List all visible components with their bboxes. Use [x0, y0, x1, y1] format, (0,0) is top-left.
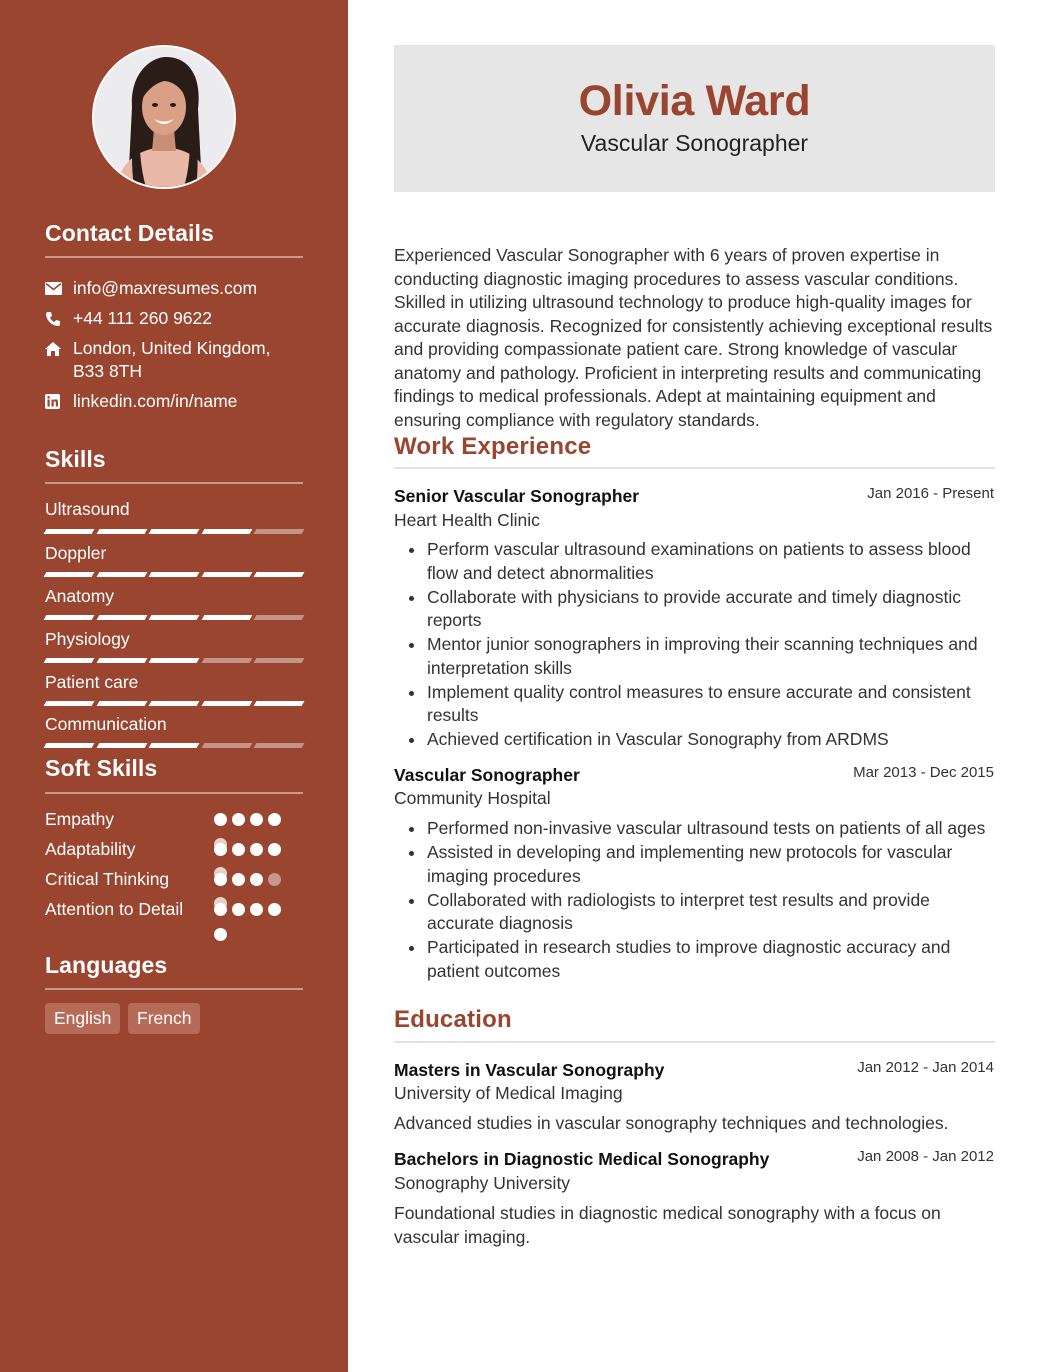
skill-level-segment	[254, 615, 304, 620]
job-title: Senior Vascular Sonographer	[394, 486, 640, 506]
list-item: Perform vascular ultrasound examinations on patients to assess blood flow and detect abnormalities	[407, 538, 1000, 585]
address-line-2: B33 8TH	[73, 361, 143, 381]
soft-skill-dot	[232, 843, 245, 856]
skill-level-segment	[254, 701, 304, 706]
soft-skill-label-empathy: Empathy	[45, 809, 115, 829]
job-dates: Mar 2013 - Dec 2015	[853, 764, 994, 781]
email-text: info@maxresumes.com	[73, 278, 258, 298]
skill-bar-doppler	[45, 572, 303, 577]
skill-level-segment	[201, 743, 251, 748]
languages-heading: Languages	[45, 952, 168, 978]
degree-title: Masters in Vascular Sonography	[394, 1060, 665, 1080]
profile-photo	[92, 45, 236, 189]
degree-description: Foundational studies in diagnostic medical sonography with a focus on vascular imaging.	[394, 1203, 941, 1247]
skill-level-segment	[149, 658, 199, 663]
sidebar	[0, 0, 348, 1372]
list-item: Collaborate with physicians to provide accurate and timely diagnostic reports	[407, 586, 1000, 633]
linkedin-icon	[45, 390, 73, 413]
skill-label-communication: Communication	[45, 714, 167, 734]
soft-skill-dot	[250, 813, 263, 826]
soft-skill-dot	[268, 873, 281, 886]
language-english: English	[45, 1003, 120, 1034]
list-item: Achieved certification in Vascular Sonography from ARDMS	[407, 728, 1000, 752]
soft-skill-label-critical-thinking: Critical Thinking	[45, 869, 170, 889]
skill-bar-anatomy	[45, 615, 303, 620]
skill-level-segment	[149, 529, 199, 534]
soft-skill-dots-empathy	[214, 813, 281, 826]
list-item: Mentor junior sonographers in improving their scanning techniques and interpretation skills	[407, 633, 1000, 680]
list-item: Participated in research studies to improve diagnostic accuracy and patient outcomes	[407, 936, 1000, 983]
contact-email[interactable]	[45, 277, 305, 300]
skill-level-segment	[96, 529, 146, 534]
skill-level-segment	[254, 658, 304, 663]
soft-skill-dot	[214, 873, 227, 886]
contact-phone[interactable]	[45, 307, 305, 330]
languages-divider	[45, 988, 303, 990]
skill-level-segment	[44, 701, 94, 706]
soft-skill-dot	[232, 873, 245, 886]
degree-description: Advanced studies in vascular sonography techniques and technologies.	[394, 1113, 949, 1133]
skill-level-segment	[149, 701, 199, 706]
contact-linkedin[interactable]	[45, 390, 305, 413]
skill-level-segment	[201, 529, 251, 534]
skill-level-segment	[96, 743, 146, 748]
skill-level-segment	[201, 701, 251, 706]
list-item: Performed non-invasive vascular ultrasound tests on patients of all ages	[407, 817, 1000, 841]
skill-level-segment	[254, 529, 304, 534]
skill-level-segment	[44, 572, 94, 577]
work-experience-heading: Work Experience	[394, 433, 592, 460]
soft-skill-dot	[214, 903, 227, 916]
job-organization: Community Hospital	[394, 788, 551, 808]
soft-skill-dots-critical-thinking	[214, 873, 281, 886]
skill-level-segment	[149, 615, 199, 620]
skill-label-doppler: Doppler	[45, 543, 107, 563]
candidate-title: Vascular Sonographer	[580, 130, 809, 156]
list-item: Implement quality control measures to ensure accurate and consistent results	[407, 681, 1000, 728]
soft-skill-dot	[214, 843, 227, 856]
soft-skill-dot	[214, 813, 227, 826]
soft-skill-dots-adaptability	[214, 843, 281, 856]
job-bullet-list	[407, 538, 1000, 752]
degree-dates: Jan 2008 - Jan 2012	[857, 1148, 994, 1165]
skill-level-segment	[201, 615, 251, 620]
school-name: University of Medical Imaging	[394, 1083, 623, 1103]
skill-level-segment	[201, 658, 251, 663]
school-name: Sonography University	[394, 1173, 571, 1193]
skill-bar-patient-care	[45, 701, 303, 706]
list-item: Assisted in developing and implementing new protocols for vascular imaging procedures	[407, 841, 1000, 888]
soft-skill-dot	[232, 813, 245, 826]
soft-skill-dot	[250, 903, 263, 916]
home-icon	[45, 337, 73, 360]
skills-divider	[45, 482, 303, 484]
contact-address	[45, 337, 305, 383]
soft-skills-heading: Soft Skills	[45, 755, 158, 781]
skill-level-segment	[96, 658, 146, 663]
phone-icon	[45, 307, 73, 330]
skills-heading: Skills	[45, 446, 106, 472]
phone-text: +44 111 260 9622	[73, 308, 213, 328]
soft-skills-divider	[45, 792, 303, 794]
job-title: Vascular Sonographer	[394, 765, 580, 785]
soft-skill-dot	[268, 903, 281, 916]
skill-level-segment	[96, 701, 146, 706]
language-french: French	[128, 1003, 200, 1034]
education-divider	[394, 1041, 995, 1043]
skill-level-segment	[44, 743, 94, 748]
soft-skill-label-attention-to-detail: Attention to Detail	[45, 899, 184, 919]
skill-level-segment	[44, 615, 94, 620]
resume-header	[394, 45, 995, 192]
linkedin-text: linkedin.com/in/name	[73, 391, 238, 411]
skill-label-anatomy: Anatomy	[45, 586, 115, 606]
degree-title: Bachelors in Diagnostic Medical Sonography	[394, 1149, 770, 1169]
soft-skill-dot-overflow	[214, 928, 227, 941]
contact-divider	[45, 256, 303, 258]
skill-bar-communication	[45, 743, 303, 748]
soft-skill-dot	[250, 873, 263, 886]
skill-level-segment	[44, 658, 94, 663]
degree-dates: Jan 2012 - Jan 2014	[857, 1059, 994, 1076]
skill-bar-ultrasound	[45, 529, 303, 534]
skill-level-segment	[201, 572, 251, 577]
job-organization: Heart Health Clinic	[394, 510, 540, 530]
list-item: Collaborated with radiologists to interpret test results and provide accurate diagnosis	[407, 889, 1000, 936]
candidate-name: Olivia Ward	[578, 77, 811, 125]
soft-skill-dot	[232, 903, 245, 916]
soft-skill-label-adaptability: Adaptability	[45, 839, 136, 859]
skill-level-segment	[254, 572, 304, 577]
job-dates: Jan 2016 - Present	[867, 485, 994, 502]
education-heading: Education	[394, 1006, 512, 1033]
skill-label-patient-care: Patient care	[45, 672, 139, 692]
skill-level-segment	[254, 743, 304, 748]
contact-heading: Contact Details	[45, 220, 214, 246]
skill-bar-physiology	[45, 658, 303, 663]
skill-level-segment	[96, 615, 146, 620]
envelope-icon	[45, 277, 73, 300]
soft-skill-dot	[250, 843, 263, 856]
profile-summary: Experienced Vascular Sonographer with 6 years of proven expertise in conducting diagnostic imaging procedures to assess vascular conditions. Skilled in utilizing ultrasound technology to produce high-quality images for accurate diagnosis. Recognized for consistently achieving exceptional results and providing compassionate patient care. Strong knowledge of vascular anatomy and pathology. Proficient in interpreting results and communicating findings to medical professionals. Adept at maintaining equipment and ensuring compliance with regulatory standards.	[394, 245, 993, 430]
soft-skill-dot	[268, 813, 281, 826]
skill-level-segment	[44, 529, 94, 534]
soft-skill-dots-attention-to-detail	[214, 903, 281, 916]
skill-level-segment	[149, 572, 199, 577]
skill-label-physiology: Physiology	[45, 629, 130, 649]
soft-skill-dot	[268, 843, 281, 856]
job-bullet-list	[407, 817, 1000, 984]
skill-level-segment	[96, 572, 146, 577]
address-line-1: London, United Kingdom,	[73, 338, 271, 358]
work-experience-divider	[394, 467, 995, 469]
skill-level-segment	[149, 743, 199, 748]
skill-label-ultrasound: Ultrasound	[45, 499, 130, 519]
